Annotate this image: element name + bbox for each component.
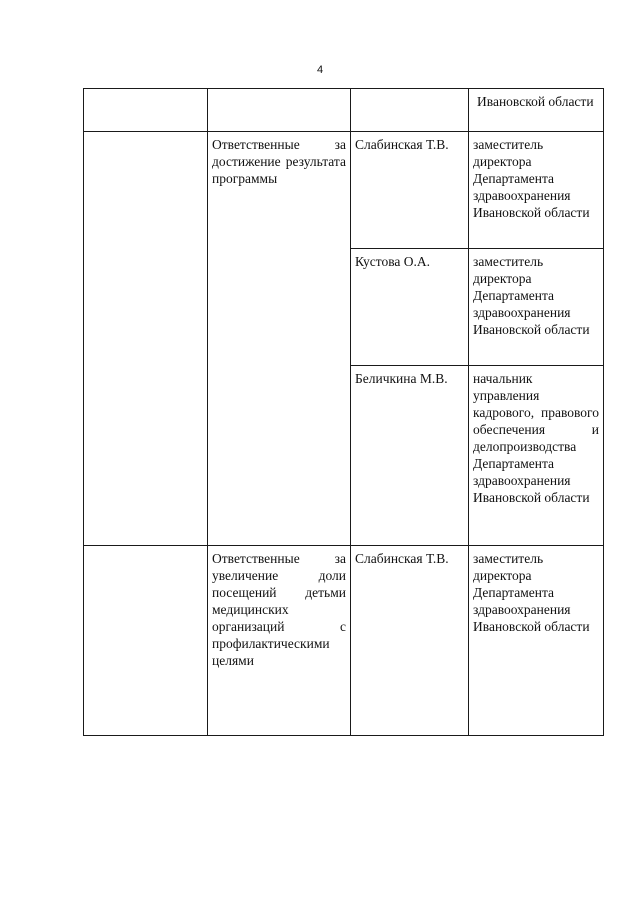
group-label: Ответственные за увеличение доли посещений детьми медицинских организаций с профилактическими целями [208,546,351,736]
person-position: заместитель директора Департамента здравоохранения Ивановской области [469,546,604,736]
table-row [84,89,604,132]
empty-cell [84,89,208,132]
table-row [84,546,604,736]
empty-cell [208,89,351,132]
person-name: Слабинская Т.В. [351,546,469,736]
responsibility-table [83,88,604,736]
page-number: 4 [316,64,324,76]
table-row [84,249,604,366]
empty-cell [351,89,469,132]
person-name: Слабинская Т.В. [351,132,469,249]
person-name: Беличкина М.В. [351,366,469,546]
group-label: Ответственные за достижение результата программы [208,132,351,249]
empty-cell [84,546,208,736]
person-position: заместитель директора Департамента здравоохранения Ивановской области [469,249,604,366]
empty-cell [84,366,208,546]
position-text: Ивановской области [477,94,594,109]
person-position: начальник управления кадрового, правового обеспечения и делопроизводства Департамента здравоохранения Ивановской области [469,366,604,546]
empty-cell [208,249,351,366]
empty-cell [84,132,208,249]
empty-cell [208,366,351,546]
table-row [84,132,604,249]
position-cell [469,89,604,132]
person-name: Кустова О.А. [351,249,469,366]
empty-cell [84,249,208,366]
person-position: заместитель директора Департамента здравоохранения Ивановской области [469,132,604,249]
table-row [84,366,604,546]
